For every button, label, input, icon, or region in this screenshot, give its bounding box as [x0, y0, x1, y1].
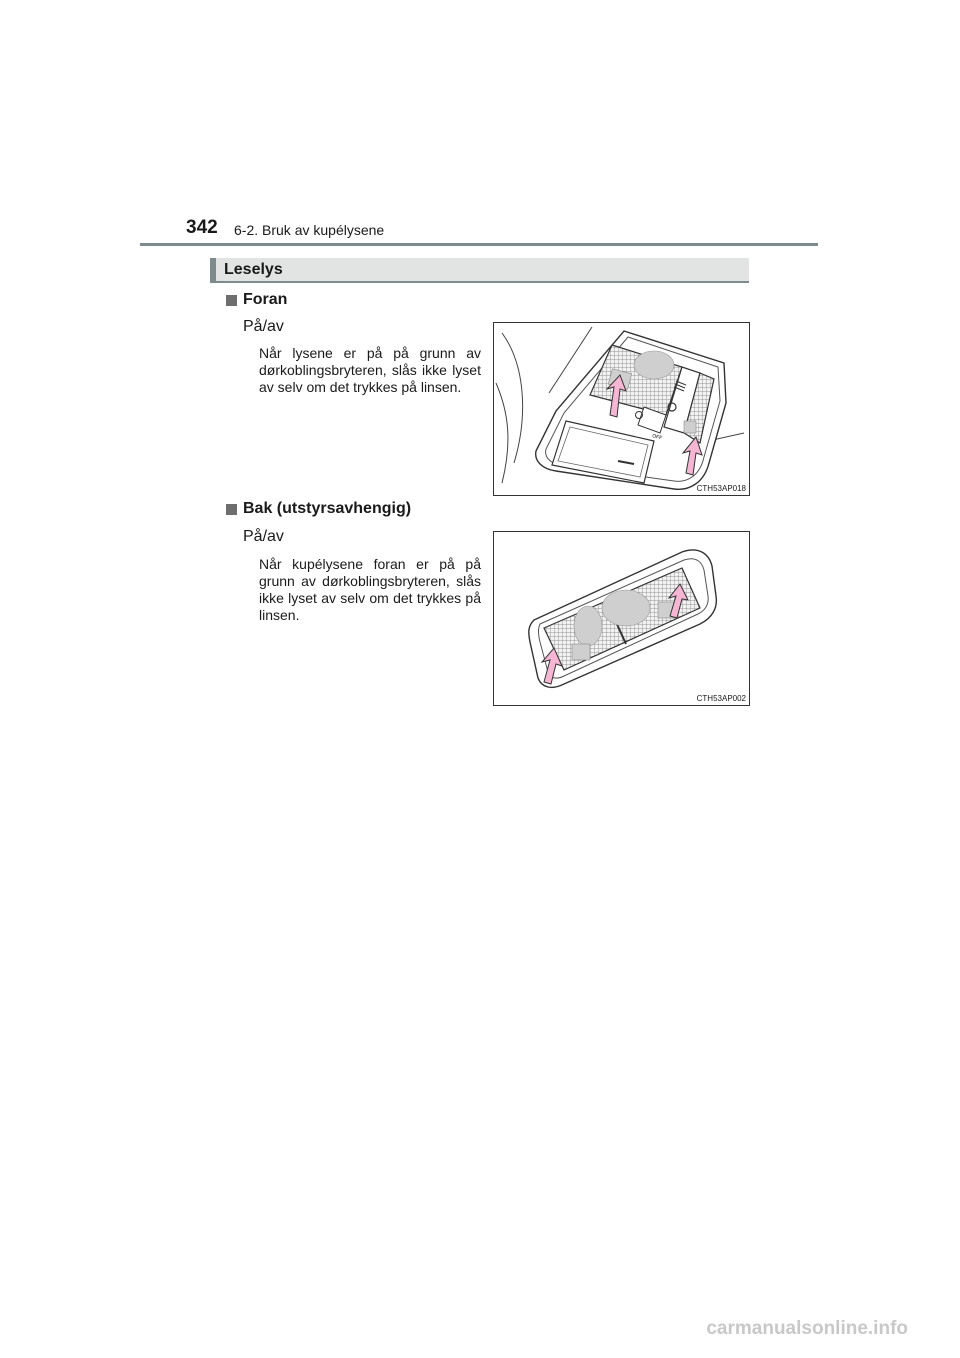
page-number: 342 — [186, 217, 218, 238]
rear-description: Når kupélysene foran er på på grunn av dørkoblingsbryteren, slås ikke lyset av selv om det trykkes på linsen. — [259, 556, 481, 623]
front-light-figure — [493, 322, 750, 496]
front-heading: Foran — [243, 291, 288, 308]
front-on-off-label: På/av — [243, 318, 284, 335]
front-description: Når lysene er på på grunn av dørkoblingsbryteren, slås ikke lyset av selv om det trykkes på linsen. — [259, 345, 481, 395]
header-rule — [140, 243, 818, 246]
watermark: carmanualsonline.info — [706, 1318, 908, 1339]
rear-heading: Bak (utstyrsavhengig) — [243, 500, 412, 517]
off-label: OFF — [651, 433, 663, 442]
rear-reading-light-illustration — [494, 532, 749, 705]
bullet-square-icon — [226, 295, 237, 306]
chapter-title: 6-2. Bruk av kupélysene — [234, 222, 385, 238]
rear-light-figure — [493, 531, 750, 706]
section-header — [210, 258, 749, 283]
front-figure-code: CTH53AP018 — [696, 484, 746, 493]
bullet-square-icon — [226, 504, 237, 515]
rear-on-off-label: På/av — [243, 528, 284, 545]
rear-figure-code: CTH53AP002 — [696, 694, 746, 703]
front-overhead-console-illustration — [494, 323, 749, 495]
section-title: Leselys — [224, 261, 283, 278]
